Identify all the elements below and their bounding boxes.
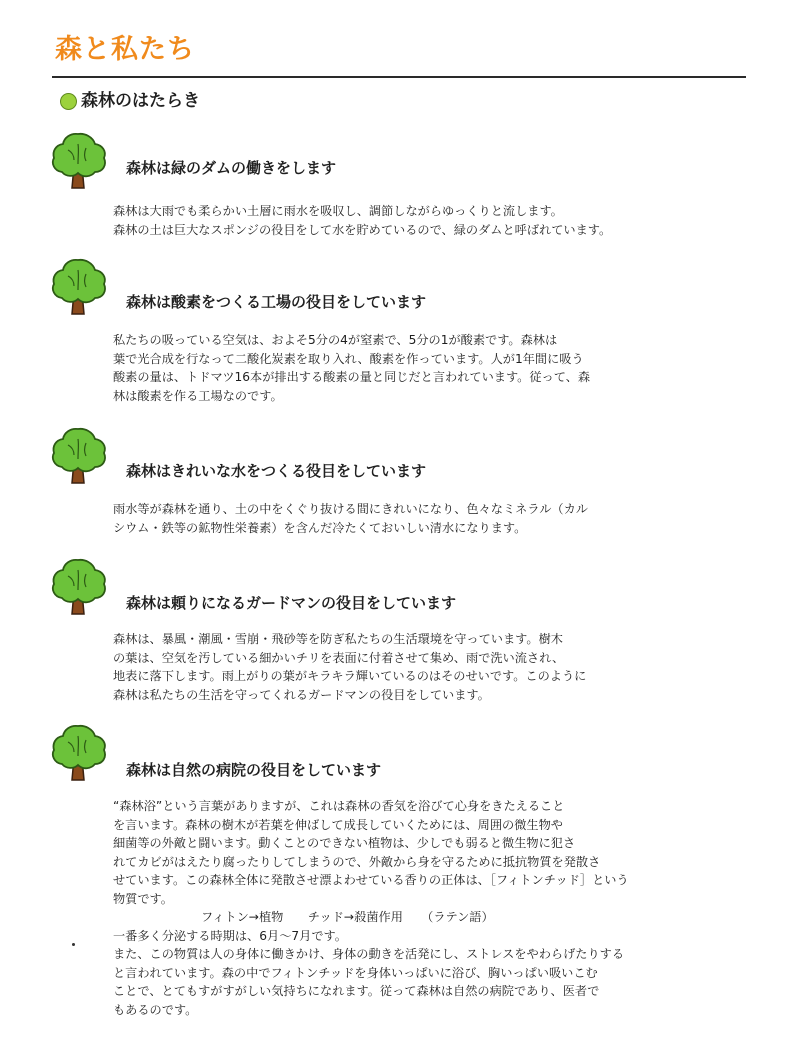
item-body xyxy=(113,202,745,239)
body-line: 森林の土は巨大なスポンジの役目をして水を貯めているので、緑のダムと呼ばれています。 xyxy=(113,222,612,237)
tree-icon xyxy=(50,256,108,318)
body-line: を言います。森林の樹木が若葉を伸ばして成長していくためには、周囲の微生物や xyxy=(113,817,563,832)
section-heading-label: 森林のはたらき xyxy=(81,91,200,111)
tree-icon xyxy=(50,130,108,192)
page-title: 森と私たち xyxy=(55,34,195,65)
scan-dot xyxy=(72,943,75,946)
body-line: もあるのです。 xyxy=(113,1002,198,1017)
body-line: また、この物質は人の身体に働きかけ、身体の動きを活発にし、ストレスをやわらげたりする xyxy=(113,947,625,961)
body-line: れてカビがはえたり腐ったりしてしまうので、外敵から身を守るために抵抗物質を発散さ xyxy=(113,854,601,869)
item-title: 森林は頼りになるガードマンの役目をしています xyxy=(126,594,457,612)
green-dot-icon xyxy=(60,93,77,110)
tree-icon xyxy=(50,425,108,487)
body-line: 雨水等が森林を通り、土の中をくぐり抜ける間にきれいになり、色々なミネラル（カル xyxy=(113,502,588,516)
tree-icon xyxy=(50,722,108,784)
item-title: 森林は酸素をつくる工場の役目をしています xyxy=(126,293,427,311)
body-line: 葉で光合成を行なって二酸化炭素を取り入れ、酸素を作っています。人が1年間に吸う xyxy=(113,351,584,366)
body-line: 森林は、暴風・潮風・雪崩・飛砂等を防ぎ私たちの生活環境を守っています。樹木 xyxy=(113,632,563,646)
body-line: 林は酸素を作る工場なのです。 xyxy=(113,388,283,403)
body-line: 森林は私たちの生活を守ってくれるガードマンの役目をしています。 xyxy=(113,687,490,702)
body-line: ことで、とてもすがすがしい気持ちになれます。従って森林は自然の病院であり、医者で xyxy=(113,984,600,998)
title-divider xyxy=(52,76,746,78)
etymology-line: フィトン→植物 チッド→殺菌作用 （ラテン語） xyxy=(201,910,494,924)
item-body xyxy=(113,331,745,405)
item-body xyxy=(113,500,745,537)
body-line: “森林浴”という言葉がありますが、これは森林の香気を浴びて心身をきたえること xyxy=(113,799,565,813)
body-line: と言われています。森の中でフィトンチッドを身体いっぱいに浴び、胸いっぱい吸いこむ xyxy=(113,965,598,980)
item-body xyxy=(113,797,745,1019)
item-title: 森林は緑のダムの働きをします xyxy=(126,159,337,177)
item-body xyxy=(113,630,745,704)
body-line: の葉は、空気を汚している細かいチリを表面に付着させて集め、雨で洗い流され、 xyxy=(113,650,565,665)
body-line: シウム・鉄等の鉱物性栄養素）を含んだ冷たくておいしい清水になります。 xyxy=(113,520,527,535)
section-heading xyxy=(60,90,200,112)
body-line: 物質です。 xyxy=(113,891,173,906)
tree-icon xyxy=(50,556,108,618)
body-line: せています。この森林全体に発散させ漂よわせている香りの正体は、［フィトンチッド］という xyxy=(113,873,629,887)
item-title: 森林はきれいな水をつくる役目をしています xyxy=(126,462,427,480)
item-title: 森林は自然の病院の役目をしています xyxy=(126,761,382,779)
body-line: 一番多く分泌する時期は、6月～7月です。 xyxy=(113,928,347,943)
body-line: 酸素の量は、トドマツ16本が排出する酸素の量と同じだと言われています。従って、森 xyxy=(113,370,591,384)
body-line: 地表に落下します。雨上がりの葉がキラキラ輝いているのはそのせいです。このように xyxy=(113,669,587,683)
body-line: 私たちの吸っている空気は、およそ5分の4が窒素で、5分の1が酸素です。森林は xyxy=(113,333,558,347)
body-line: 細菌等の外敵と闘います。動くことのできない植物は、少しでも弱ると微生物に犯さ xyxy=(113,836,576,850)
body-line: 森林は大雨でも柔らかい土層に雨水を吸収し、調節しながらゆっくりと流します。 xyxy=(113,204,563,218)
